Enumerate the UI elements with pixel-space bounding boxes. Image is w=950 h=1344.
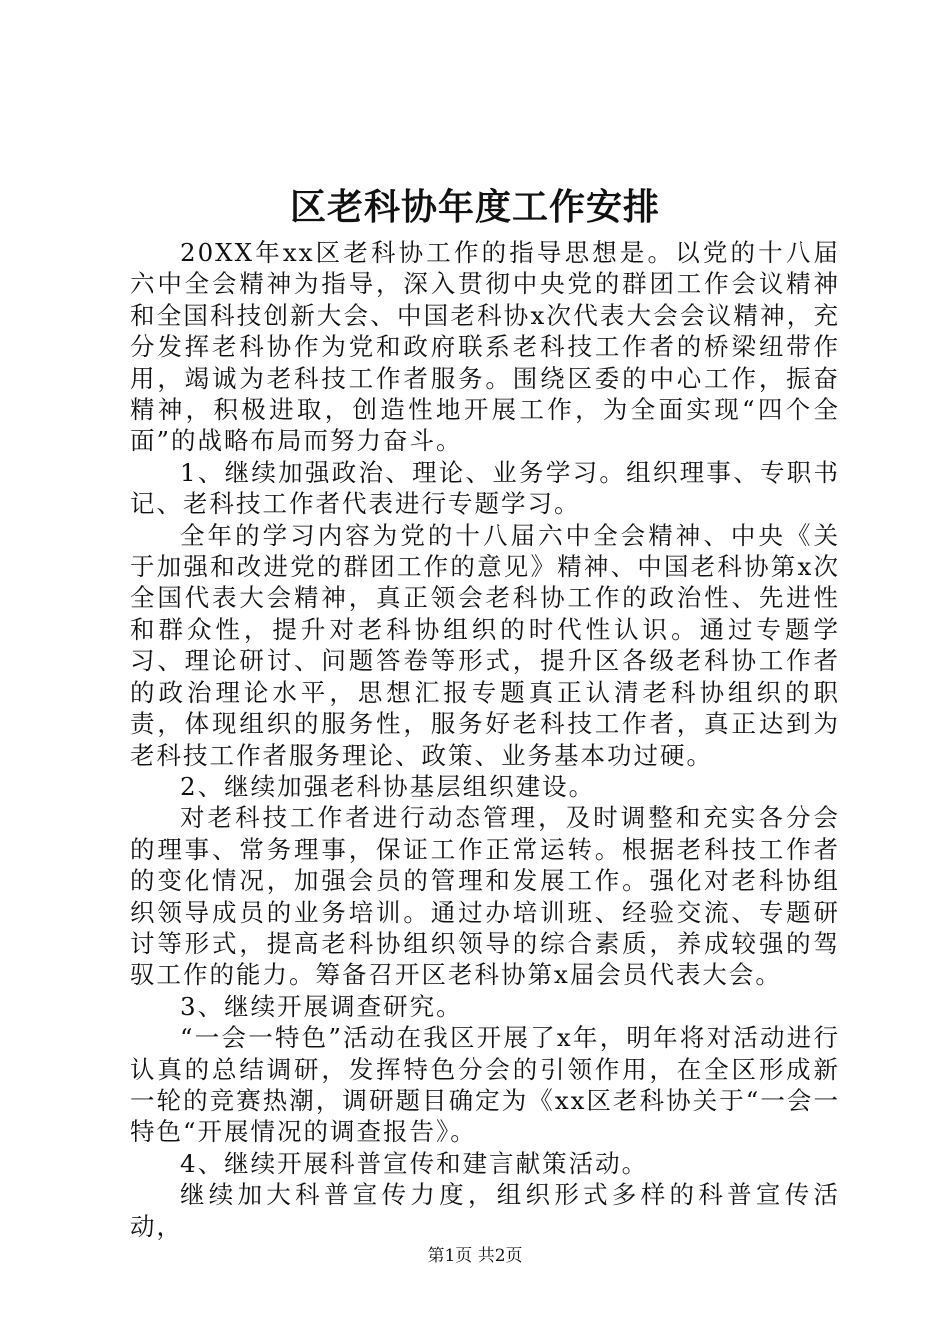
document-title: 区老科协年度工作安排 [289, 186, 660, 228]
paragraph-guiding-thought: 20XX年xx区老科协工作的指导思想是。以党的十八届六中全会精神为指导，深入贯彻中央党的群团工作会议精神和全国科技创新大会、中国老科协x次代表大会会议精神，充分发挥老科协作为党和政府联系老科技工作者的桥梁纽带作用，竭诚为老科技工作者服务。围绕区委的中心工作，振奋精神，积极进取，创造性地开展工作，为全面实现“四个全面”的战略布局而努力奋斗。 [130, 238, 840, 456]
heading-item-4: 4、继续开展科普宣传和建言献策活动。 [180, 1148, 649, 1178]
heading-item-1: 1、继续加强政治、理论、业务学习。组织理事、专职书记、老科技工作者代表进行专题学习。 [130, 457, 840, 519]
paragraph-organization-building: 对老科技工作者进行动态管理，及时调整和充实各分会的理事、常务理事，保证工作正常运转。根据老科技工作者的变化情况，加强会员的管理和发展工作。强化对老科协组织领导成员的业务培训。通过办培训班、经验交流、专题研讨等形式，提高老科协组织领导的综合素质，养成较强的驾驭工作的能力。筹备召开区老科协第x届会员代表大会。 [130, 803, 840, 990]
document-body [130, 237, 840, 1242]
heading-item-2: 2、继续加强老科协基层组织建设。 [180, 771, 596, 801]
paragraph-study-content: 全年的学习内容为党的十八届六中全会精神、中央《关于加强和改进党的群团工作的意见》精神、中国老科协第x次全国代表大会精神，真正领会老科协工作的政治性、先进性和群众性，提升对老科协组织的时代性认识。通过专题学习、理论研讨、问题答卷等形式，提升区各级老科协工作者的政治理论水平，思想汇报专题真正认清老科协组织的职责，体现组织的服务性，服务好老科技工作者，真正达到为老科技工作者服务理论、政策、业务基本功过硬。 [130, 520, 840, 770]
paragraph-science-promotion: 继续加大科普宣传力度，组织形式多样的科普宣传活动， [130, 1180, 840, 1241]
page-number-footer: 第1页 共2页 [427, 1246, 523, 1266]
paragraph-research: “一会一特色”活动在我区开展了x年，明年将对活动进行认真的总结调研，发挥特色分会的引领作用，在全区形成新一轮的竞赛热潮，调研题目确定为《xx区老科协关于“一会一特色“开展情况的调查报告》。 [130, 1023, 840, 1147]
heading-item-3: 3、继续开展调查研究。 [180, 991, 463, 1021]
